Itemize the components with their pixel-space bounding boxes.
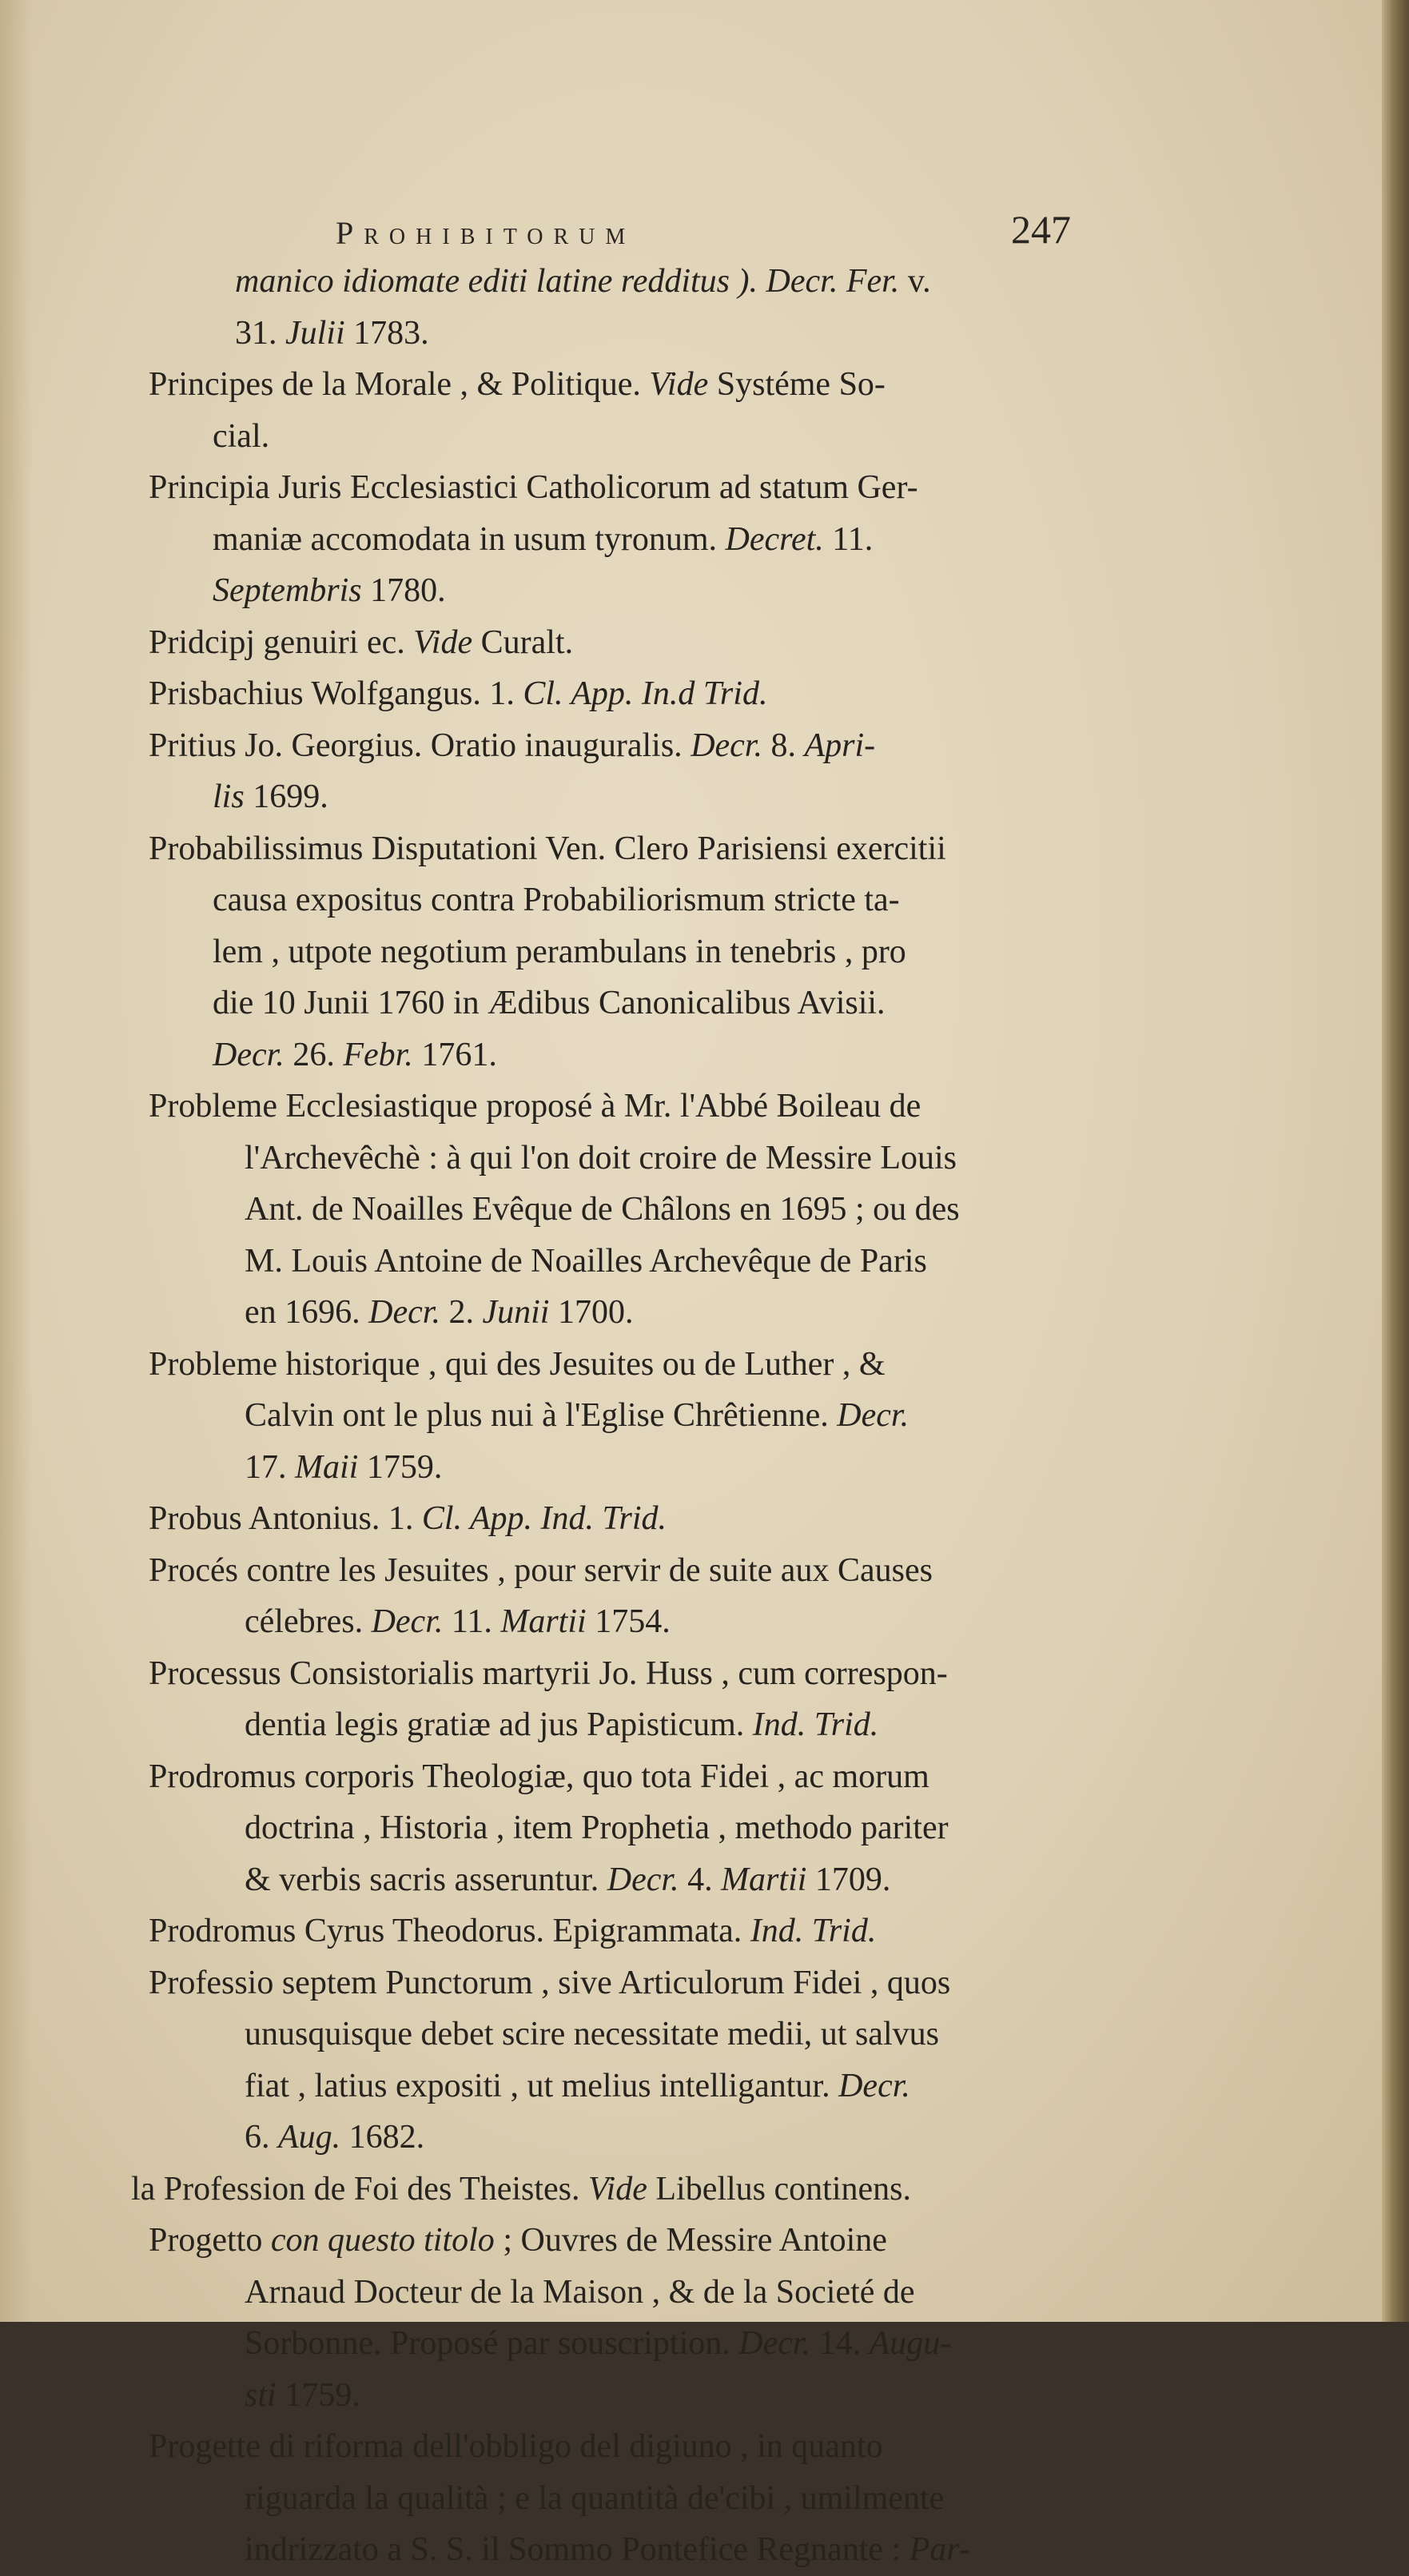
roman-text: 11. [443, 1603, 501, 1640]
roman-text: doctrina , Historia , item Prophetia , methodo pariter [245, 1810, 949, 1846]
roman-text: indrizzato a S. S. il Sommo Pontefice Regnante : [245, 2531, 909, 2568]
italic-text: Vide [413, 623, 473, 661]
text-line [149, 1442, 1095, 1494]
roman-text: dentia legis gratiæ ad jus Papisticum. [245, 1706, 753, 1743]
italic-text: Cl. App. In.d Trid. [523, 675, 768, 712]
text-line [149, 1545, 1095, 1597]
roman-text: 1754. [586, 1603, 671, 1640]
roman-text: Professio septem Punctorum , sive Articulorum Fidei , quos [149, 1964, 951, 2001]
italic-text: Julii [285, 314, 345, 352]
text-line [149, 1957, 1095, 2009]
roman-text: Ant. de Noailles Evêque de Châlons en 1695 ; ou des [245, 1191, 960, 1228]
text-line [131, 2164, 1095, 2216]
text-line [149, 308, 1095, 360]
italic-text: Decr. [691, 727, 762, 764]
roman-text: 31. [235, 314, 285, 352]
text-line [149, 1081, 1095, 1133]
roman-text: ; Ouvres de Messire Antoine [494, 2222, 887, 2259]
roman-text: 26. [284, 1036, 344, 1073]
italic-text: Par- [909, 2531, 970, 2568]
italic-text: Decr. [368, 1294, 440, 1331]
roman-text: 1761. [412, 1036, 497, 1073]
italic-text: manico idiomate editi latine redditus ). [235, 263, 766, 300]
roman-text: Principes de la Morale , & Politique. [149, 366, 650, 403]
italic-text: lis [213, 778, 245, 815]
text-line [149, 411, 1095, 463]
roman-text: 1759. [276, 2376, 360, 2414]
italic-text: Augu- [869, 2325, 952, 2362]
text-line [149, 771, 1095, 823]
text-line [149, 1184, 1095, 1236]
italic-text: Decr. [371, 1603, 444, 1640]
text-line [149, 874, 1095, 926]
roman-text: M. Louis Antoine de Noailles Archevêque de Paris [245, 1242, 927, 1280]
italic-text: Aug. [278, 2119, 341, 2156]
text-line [149, 2524, 1095, 2576]
text-line [149, 565, 1095, 617]
roman-text: die 10 Junii 1760 in Ædibus Canonicalibus Avisii. [213, 985, 886, 1021]
text-line [149, 1751, 1095, 1803]
roman-text: 17. [245, 1448, 295, 1486]
italic-text: Ind. Trid. [752, 1706, 879, 1743]
roman-text: célebres. [245, 1603, 372, 1640]
index-text-body [131, 256, 1095, 2576]
italic-text: Cl. App. Ind. Trid. [421, 1500, 667, 1537]
text-line [149, 2421, 1095, 2473]
text-line [149, 1133, 1095, 1184]
running-head: Prohibitorum [336, 215, 636, 251]
italic-text: Ind. Trid. [750, 1913, 877, 1949]
roman-text: Libellus continens. [647, 2170, 911, 2208]
italic-text: Septembris [213, 572, 362, 609]
italic-text: Decr. Fer. [766, 263, 900, 300]
text-line [149, 1339, 1095, 1391]
text-line [149, 823, 1095, 875]
text-line [149, 617, 1095, 669]
italic-text: Decr. [213, 1036, 285, 1073]
roman-text: Sorbonne. Proposé par souscription. [245, 2325, 739, 2362]
text-line [149, 1287, 1095, 1339]
text-line [149, 1905, 1095, 1957]
roman-text: riguarda la qualità ; e la quantità de'cibi , umilmente [245, 2479, 945, 2517]
roman-text: lem , utpote negotium perambulans in tenebris , pro [213, 933, 906, 970]
roman-text: & verbis sacris asseruntur. [245, 1861, 607, 1898]
roman-text: Systéme So- [708, 366, 886, 403]
italic-text: Apri- [804, 727, 876, 764]
roman-text: Prodromus Cyrus Theodorus. Epigrammata. [149, 1913, 750, 1949]
page-right-edge [1382, 0, 1409, 2322]
page-header [336, 207, 1071, 262]
roman-text: en 1696. [245, 1294, 369, 1331]
italic-text: Decr. [738, 2325, 811, 2362]
italic-text: Decr. [837, 1397, 909, 1434]
roman-text: la Profession de Foi des Theistes. [131, 2170, 589, 2208]
roman-text: cial. [213, 417, 270, 455]
roman-text: Probleme historique , qui des Jesuites ou de Luther , & [149, 1345, 886, 1383]
italic-text: Vide [588, 2170, 647, 2208]
italic-text: Martii [721, 1861, 807, 1898]
roman-text: l'Archevêchè : à qui l'on doit croire de Messire Louis [245, 1139, 957, 1177]
roman-text: Probabilissimus Disputationi Ven. Clero Parisiensi exercitii [149, 830, 946, 867]
text-line [149, 668, 1095, 720]
roman-text: 4. [679, 1861, 722, 1898]
text-line [149, 256, 1095, 308]
text-line [149, 359, 1095, 411]
roman-text: unusquisque debet scire necessitate medii, ut salvus [245, 2016, 939, 2052]
roman-text: maniæ accomodata in usum tyronum. [213, 520, 726, 558]
roman-text: 1709. [806, 1861, 891, 1898]
roman-text: fiat , latius expositi , ut melius intelligantur. [245, 2067, 839, 2104]
roman-text: Probleme Ecclesiastique proposé à Mr. l'Abbé Boileau de [149, 1088, 921, 1125]
text-line [149, 2009, 1095, 2060]
roman-text: 8. [762, 727, 805, 764]
roman-text: Progette di riforma dell'obbligo del digiuno , in quanto [149, 2428, 883, 2465]
text-line [149, 2267, 1095, 2319]
italic-text: Decr. [838, 2067, 910, 2104]
roman-text: 1780. [361, 572, 446, 609]
roman-text: Progetto [149, 2222, 271, 2259]
text-line [149, 2473, 1095, 2525]
roman-text: 1700. [549, 1294, 634, 1331]
text-line [149, 2215, 1095, 2267]
italic-text: Martii [500, 1603, 587, 1640]
roman-text: Procés contre les Jesuites , pour servir de suite aux Causes [149, 1551, 933, 1589]
text-line [149, 1648, 1095, 1700]
roman-text: 14. [810, 2325, 870, 2362]
text-line [149, 977, 1095, 1029]
roman-text: Prodromus corporis Theologiæ, quo tota Fidei , ac morum [149, 1758, 929, 1795]
text-line [149, 1390, 1095, 1442]
text-line [149, 720, 1095, 772]
roman-text: Pritius Jo. Georgius. Oratio inauguralis. [149, 727, 691, 764]
roman-text: Calvin ont le plus nui à l'Eglise Chrêtienne. [245, 1397, 838, 1434]
roman-text: 1699. [244, 778, 328, 815]
roman-text: Processus Consistorialis martyrii Jo. Huss , cum correspon- [149, 1654, 948, 1692]
page-number: 247 [1011, 207, 1071, 252]
roman-text: Principia Juris Ecclesiastici Catholicorum ad statum Ger- [149, 469, 918, 506]
roman-text: v. [899, 263, 931, 300]
roman-text: 11. [823, 520, 874, 558]
roman-text: 1682. [340, 2119, 425, 2156]
italic-text: Decret. [725, 520, 824, 558]
roman-text: 1759. [358, 1448, 443, 1486]
text-line [149, 514, 1095, 566]
text-line [149, 2060, 1095, 2112]
text-line [149, 1802, 1095, 1854]
text-line [149, 1236, 1095, 1288]
roman-text: 6. [245, 2119, 278, 2156]
italic-text: Maii [295, 1448, 359, 1486]
roman-text: Curalt. [472, 623, 574, 661]
text-line [149, 462, 1095, 514]
text-line [149, 2370, 1095, 2422]
italic-text: Vide [649, 366, 709, 403]
italic-text: con questo titolo [270, 2222, 495, 2259]
roman-text: Pridcipj genuiri ec. [149, 623, 414, 661]
text-line [149, 926, 1095, 978]
page-left-shadow [0, 0, 32, 2322]
italic-text: sti [245, 2376, 277, 2414]
roman-text: 2. [440, 1294, 483, 1331]
italic-text: Decr. [607, 1861, 679, 1898]
italic-text: Febr. [343, 1036, 413, 1073]
roman-text: 1783. [344, 314, 429, 352]
text-line [149, 2112, 1095, 2164]
roman-text: Arnaud Docteur de la Maison , & de la Societé de [245, 2273, 915, 2311]
text-line [149, 1854, 1095, 1906]
text-line [149, 1596, 1095, 1648]
text-line [149, 2318, 1095, 2370]
text-line [149, 1699, 1095, 1751]
roman-text: Probus Antonius. 1. [149, 1500, 422, 1537]
roman-text: Prisbachius Wolfgangus. 1. [149, 675, 523, 712]
text-line [149, 1029, 1095, 1081]
roman-text: causa expositus contra Probabiliorismum stricte ta- [213, 882, 900, 918]
text-line [149, 1493, 1095, 1545]
italic-text: Junii [482, 1294, 550, 1331]
